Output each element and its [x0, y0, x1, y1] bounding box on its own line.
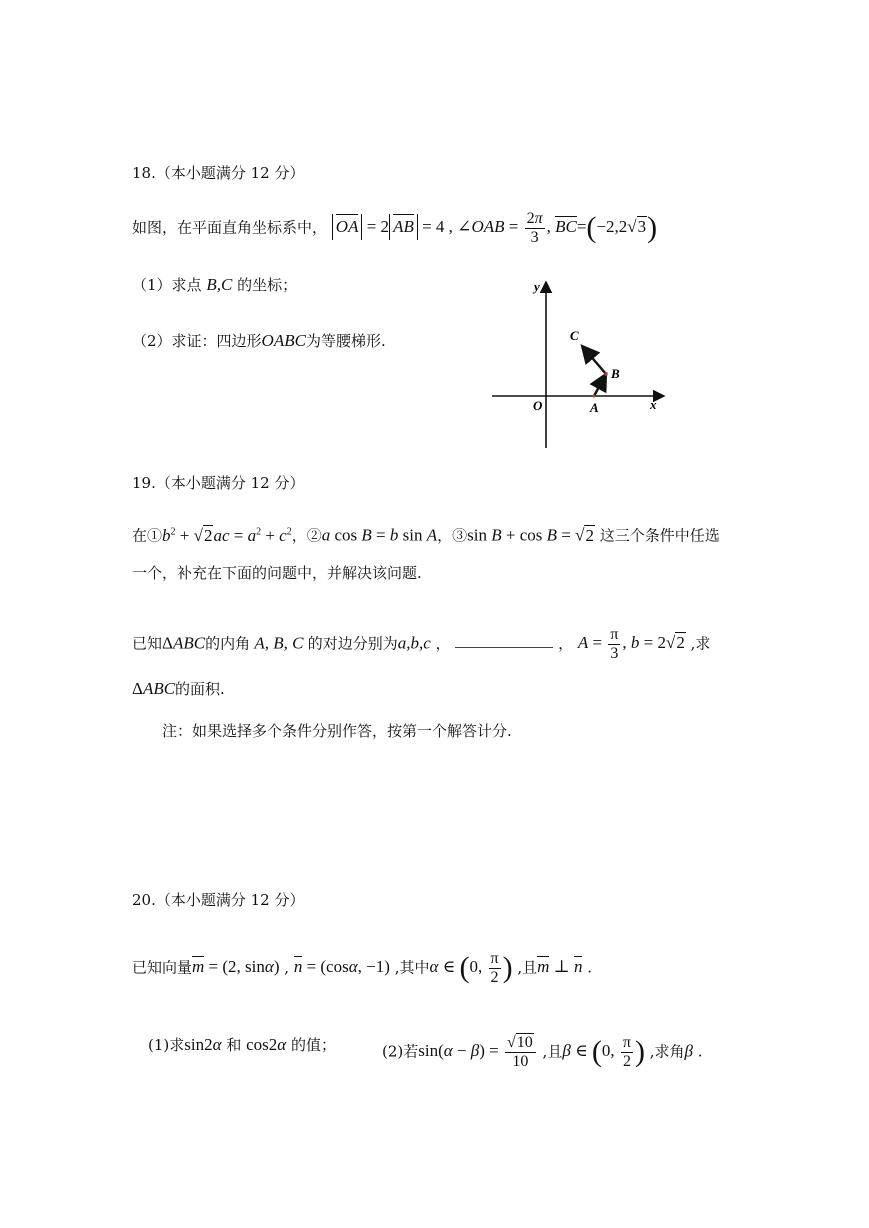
- q20-header: 20.（本小题满分 12 分）: [132, 891, 305, 909]
- vector-bc: [582, 346, 606, 374]
- label-y: y: [534, 279, 540, 294]
- q19-area: ΔABC的面积.: [132, 679, 225, 698]
- q19-header: 19.（本小题满分 12 分）: [132, 474, 305, 492]
- label-b: B: [611, 366, 620, 381]
- q18-figure: [488, 278, 673, 453]
- q20-part1: (1)求sin2α 和 cos2α 的值；: [148, 1035, 337, 1054]
- q18-formula: OA = 2 AB = 4 , ∠OAB = $\frac{2\pi}{3}$ , BC=(−2,2√3): [332, 217, 657, 236]
- label-a: A: [590, 400, 599, 415]
- q18-part2: （2）求证：四边形OABC为等腰梯形.: [132, 331, 386, 350]
- vector-ab: [594, 374, 606, 396]
- q19-cond-line2: 一个，补充在下面的问题中，并解决该问题.: [132, 564, 422, 582]
- q18-header: 18.（本小题满分 12 分）: [132, 164, 305, 182]
- q18-statement: [132, 210, 657, 247]
- q18-intro: 如图，在平面直角坐标系中，: [132, 218, 328, 237]
- q19-conditions: 在$①b^2 + √2ac = a^2 + c^2$，②a cos B = b sin A，③sin B + cos B = √2 这三个条件中任选: [132, 525, 720, 545]
- q18-part1: （1）求点 B,C 的坐标；: [132, 275, 298, 294]
- point-a: [593, 395, 596, 398]
- label-x: x: [650, 397, 657, 412]
- point-b: [604, 372, 608, 376]
- q20-part2: (2)若sin(α − β) = $\frac{√10}{10}$ ,且β ∈ (0, $\frac{\pi}{2}$ ) ,求角β .: [382, 1034, 703, 1070]
- q19-note: 注：如果选择多个条件分别作答，按第一个解答计分.: [162, 722, 512, 740]
- label-c: C: [570, 328, 579, 343]
- q19-problem: 已知ΔABC的内角 A, B, C 的对边分别为a,b,c ， ， A = $\frac{\pi}{3}$ , b = 2√2 ,求: [132, 626, 711, 662]
- label-o: O: [533, 398, 543, 413]
- q20-statement: 已知向量m = (2, sinα) , n = (cosα, −1) ,其中α ∈ (0, $\frac{\pi}{2}$ ) ,且m ⊥ n .: [132, 950, 592, 986]
- answer-blank[interactable]: [455, 633, 553, 648]
